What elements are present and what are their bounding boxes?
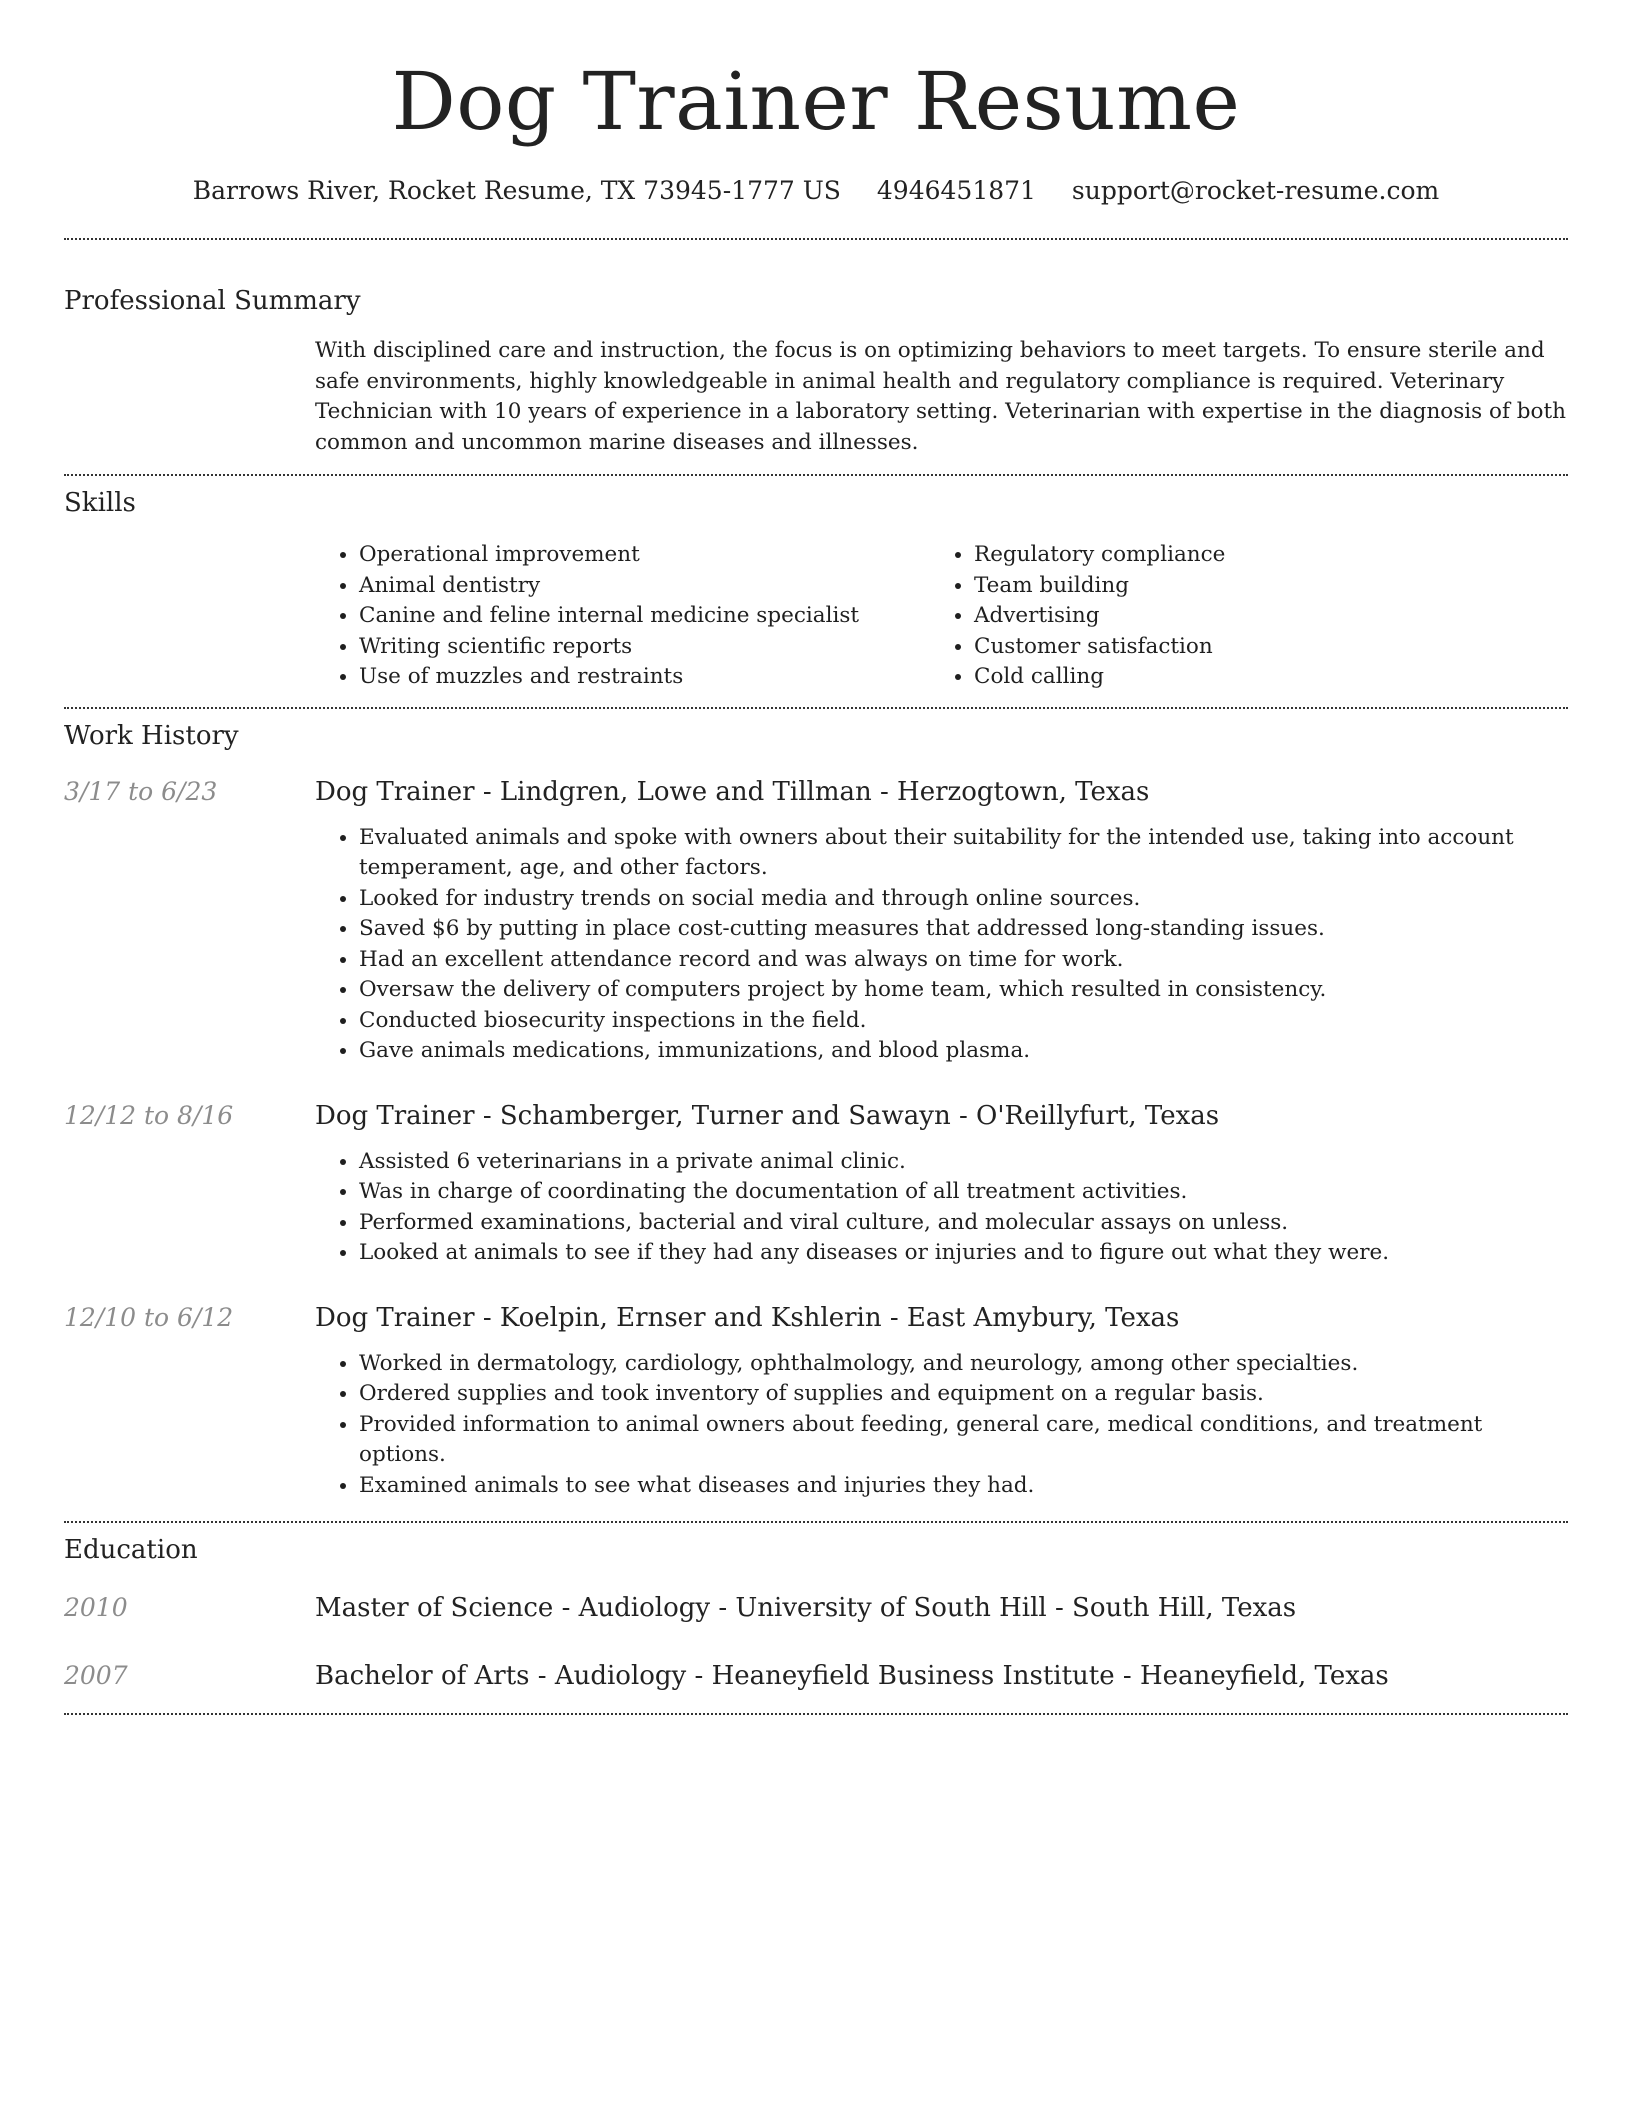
education-entry <box>64 1659 1568 1693</box>
job-header <box>64 775 1568 809</box>
skill-item: • Advertising <box>974 601 1545 632</box>
job-bullet: • Was in charge of coordinating the documentation of all treatment activities. <box>359 1177 1568 1208</box>
job-bullet: • Had an excellent attendance record and was always on time for work. <box>359 945 1568 976</box>
work-history-section <box>64 709 1568 1502</box>
contact-line <box>64 174 1568 208</box>
skill-item: • Animal dentistry <box>359 571 930 602</box>
job-bullet: • Ordered supplies and took inventory of supplies and equipment on a regular basis. <box>359 1379 1568 1410</box>
job-bullets <box>315 823 1568 1067</box>
resume-title: Dog Trainer Resume <box>391 55 1241 148</box>
job-entry <box>64 1301 1568 1502</box>
education-heading: Education <box>64 1535 198 1565</box>
section-divider <box>64 1713 1568 1715</box>
education-entry <box>64 1591 1568 1625</box>
job-title: Dog Trainer - Lindgren, Lowe and Tillman - Herzogtown, Texas <box>315 776 1150 807</box>
job-bullet: • Provided information to animal owners about feeding, general care, medical conditions, and treatment options. <box>359 1410 1568 1471</box>
job-bullets <box>315 1147 1568 1269</box>
skill-item: • Regulatory compliance <box>974 540 1545 571</box>
skills-grid <box>315 540 1568 693</box>
job-bullet: • Gave animals medications, immunizations, and blood plasma. <box>359 1036 1568 1067</box>
job-bullets <box>315 1349 1568 1502</box>
skills-heading: Skills <box>64 488 136 518</box>
contact-email: support@rocket-resume.com <box>1071 176 1440 205</box>
job-header <box>64 1099 1568 1133</box>
job-dates: 3/17 to 6/23 <box>64 776 218 806</box>
skill-item: • Team building <box>974 571 1545 602</box>
contact-phone: 4946451871 <box>876 176 1036 205</box>
resume-header <box>64 0 1568 208</box>
education-year: 2010 <box>64 1593 128 1622</box>
job-bullet: • Worked in dermatology, cardiology, ophthalmology, and neurology, among other specialties. <box>359 1349 1568 1380</box>
job-bullet: • Conducted biosecurity inspections in the field. <box>359 1006 1568 1037</box>
skills-section <box>64 476 1568 693</box>
education-degree: Master of Science - Audiology - University of South Hill - South Hill, Texas <box>315 1593 1297 1623</box>
education-section <box>64 1523 1568 1693</box>
skills-column-right <box>930 540 1545 693</box>
job-bullet: • Assisted 6 veterinarians in a private animal clinic. <box>359 1147 1568 1178</box>
job-bullet: • Looked for industry trends on social media and through online sources. <box>359 884 1568 915</box>
job-bullet: • Evaluated animals and spoke with owners about their suitability for the intended use, taking into account temperament, age, and other factors. <box>359 823 1568 884</box>
job-bullet: • Oversaw the delivery of computers project by home team, which resulted in consistency. <box>359 975 1568 1006</box>
job-header <box>64 1301 1568 1335</box>
summary-heading: Professional Summary <box>64 286 361 316</box>
skills-column-left <box>315 540 930 693</box>
skill-item: • Use of muzzles and restraints <box>359 662 930 693</box>
job-bullet: • Examined animals to see what diseases and injuries they had. <box>359 1471 1568 1502</box>
contact-address: Barrows River, Rocket Resume, TX 73945-1777 US <box>192 176 841 205</box>
summary-text: With disciplined care and instruction, the focus is on optimizing behaviors to meet targets. To ensure sterile and safe environments, highly knowledgeable in animal health and regulatory compliance is required. Veterinary Technician with 10 years of experience in a laboratory setting. Veterinarian with expertise in the diagnosis of both common and uncommon marine diseases and illnesses. <box>315 338 1566 455</box>
education-year: 2007 <box>64 1661 128 1690</box>
education-degree: Bachelor of Arts - Audiology - Heaneyfield Business Institute - Heaneyfield, Texas <box>315 1661 1389 1691</box>
job-entry <box>64 1099 1568 1269</box>
job-bullet: • Looked at animals to see if they had any diseases or injuries and to figure out what they were. <box>359 1238 1568 1269</box>
job-title: Dog Trainer - Schamberger, Turner and Sawayn - O'Reillyfurt, Texas <box>315 1100 1220 1131</box>
skill-item: • Cold calling <box>974 662 1545 693</box>
work-history-heading: Work History <box>64 720 239 751</box>
skill-item: • Operational improvement <box>359 540 930 571</box>
job-entry <box>64 775 1568 1067</box>
skill-item: • Writing scientific reports <box>359 632 930 663</box>
summary-content <box>315 336 1568 458</box>
skill-item: • Customer satisfaction <box>974 632 1545 663</box>
job-dates: 12/12 to 8/16 <box>64 1100 234 1130</box>
job-bullet: • Saved $6 by putting in place cost-cutting measures that addressed long-standing issues. <box>359 914 1568 945</box>
job-dates: 12/10 to 6/12 <box>64 1302 234 1332</box>
job-title: Dog Trainer - Koelpin, Ernser and Kshlerin - East Amybury, Texas <box>315 1302 1180 1333</box>
job-bullet: • Performed examinations, bacterial and viral culture, and molecular assays on unless. <box>359 1208 1568 1239</box>
summary-section <box>64 240 1568 458</box>
skill-item: • Canine and feline internal medicine specialist <box>359 601 930 632</box>
